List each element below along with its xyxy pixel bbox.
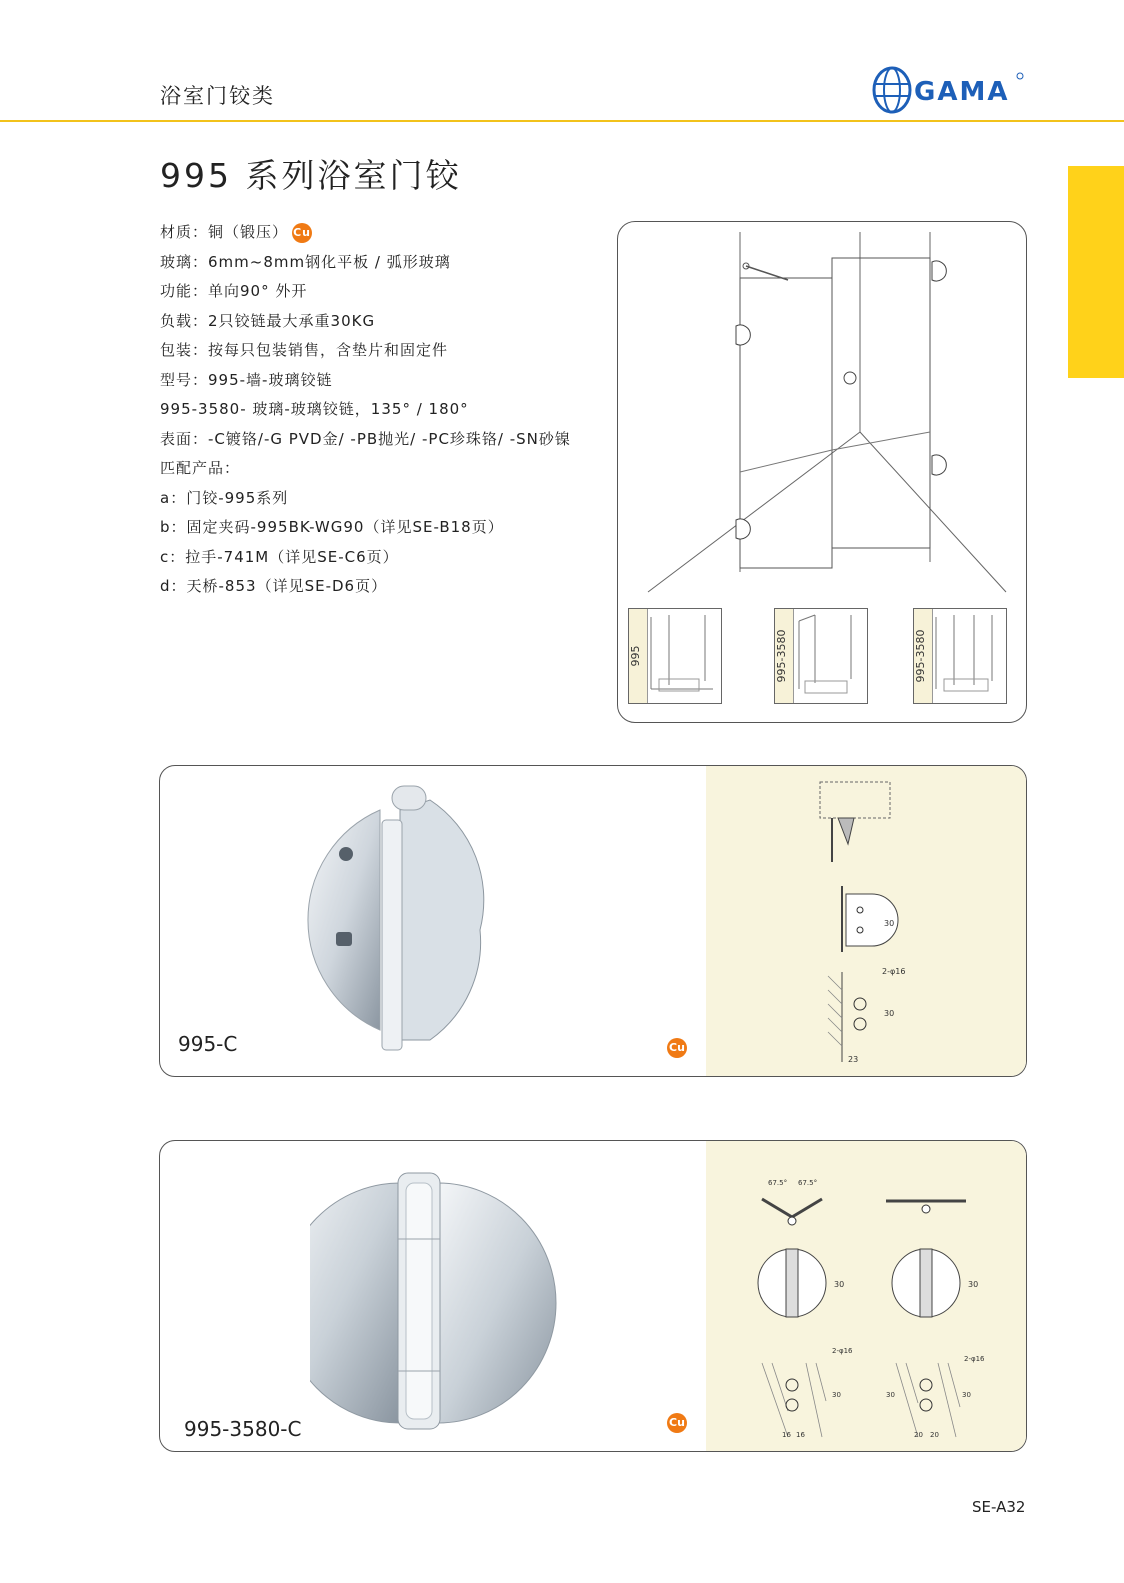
hinge-photo-995-3580-c <box>310 1153 560 1433</box>
dimension-label: 30 <box>886 1391 895 1399</box>
side-tab <box>1068 166 1124 378</box>
thumbnail-drawing <box>775 609 867 703</box>
spec-model-2: 995-3580- 玻璃-玻璃铰链，135° / 180° <box>160 400 469 418</box>
spec-material: 材质：铜（锻压） Cu <box>160 223 311 241</box>
thumbnail-995-3580-a <box>774 608 868 704</box>
installation-scene <box>617 221 1027 723</box>
dimension-label: 30 <box>834 1280 845 1289</box>
spec-match-b: b：固定夹码-995BK-WG90（详见SE-B18页） <box>160 518 504 536</box>
product-card-995-3580-c <box>159 1140 1027 1452</box>
dimension-label: 67.5° <box>798 1179 818 1187</box>
product-card-995-c <box>159 765 1027 1077</box>
thumbnail-995 <box>628 608 722 704</box>
thumbnail-drawing <box>629 609 721 703</box>
copper-badge: Cu <box>667 1413 687 1433</box>
product-code: 995-C <box>178 1032 238 1056</box>
spec-load: 负载：2只铰链最大承重30KG <box>160 311 376 330</box>
dimension-label: 30 <box>962 1391 971 1399</box>
spec-list <box>160 218 630 602</box>
dimension-label: 67.5° <box>768 1179 788 1187</box>
spec-match-a: a：门铰-995系列 <box>160 488 289 507</box>
hinge-photo-995-c <box>300 780 540 1052</box>
dimension-label: 30 <box>884 1009 895 1018</box>
thumbnail-995-3580-b <box>913 608 1007 704</box>
dimension-label: 16 <box>796 1431 805 1439</box>
dimension-label: 2-φ16 <box>832 1347 853 1355</box>
technical-drawing <box>706 766 1026 1076</box>
brand-logo <box>870 64 1030 120</box>
dimension-label: 2-φ16 <box>882 967 906 976</box>
thumbnail-label: 995 <box>629 645 642 667</box>
copper-badge: Cu <box>667 1038 687 1058</box>
spec-matching-heading: 匹配产品： <box>160 459 241 477</box>
thumbnail-drawing <box>914 609 1006 703</box>
dimension-label: 30 <box>832 1391 841 1399</box>
copper-badge: Cu <box>292 223 312 243</box>
dimension-label: 2-φ16 <box>964 1355 985 1363</box>
dimension-label: 30 <box>968 1280 979 1289</box>
thumbnail-label: 995-3580 <box>775 629 788 683</box>
dimension-label: 20 <box>930 1431 939 1439</box>
product-code: 995-3580-C <box>184 1417 302 1441</box>
technical-drawing <box>706 1141 1026 1451</box>
header-rule <box>0 120 1124 122</box>
shower-enclosure-drawing <box>618 222 1026 594</box>
globe-icon <box>870 64 1030 120</box>
brand-name: GAMA <box>914 77 1010 107</box>
spec-glass: 玻璃：6mm~8mm钢化平板 / 弧形玻璃 <box>160 252 451 271</box>
section-title: 浴室门铰类 <box>160 84 275 108</box>
spec-match-d: d：天桥-853（详见SE-D6页） <box>160 577 388 595</box>
spec-model: 型号：995-墙-玻璃铰链 <box>160 370 333 389</box>
dimension-label: 16 <box>782 1431 791 1439</box>
dimension-label: 30 <box>884 919 895 928</box>
spec-finish: 表面：-C镀铬/-G PVD金/ -PB抛光/ -PC珍珠铬/ -SN砂镍 <box>160 429 571 448</box>
spec-packaging: 包装：按每只包装销售，含垫片和固定件 <box>160 341 449 359</box>
spec-function: 功能：单向90° 外开 <box>160 282 308 300</box>
dimension-label: 20 <box>914 1431 923 1439</box>
page-number: SE-A32 <box>972 1498 1026 1516</box>
page-title: 995 系列浴室门铰 <box>160 156 462 195</box>
technical-drawing-panel <box>706 1141 1026 1451</box>
dimension-label: 23 <box>848 1055 859 1064</box>
thumbnail-label: 995-3580 <box>914 629 927 683</box>
technical-drawing-panel <box>706 766 1026 1076</box>
spec-match-c: c：拉手-741M（详见SE-C6页） <box>160 547 399 566</box>
